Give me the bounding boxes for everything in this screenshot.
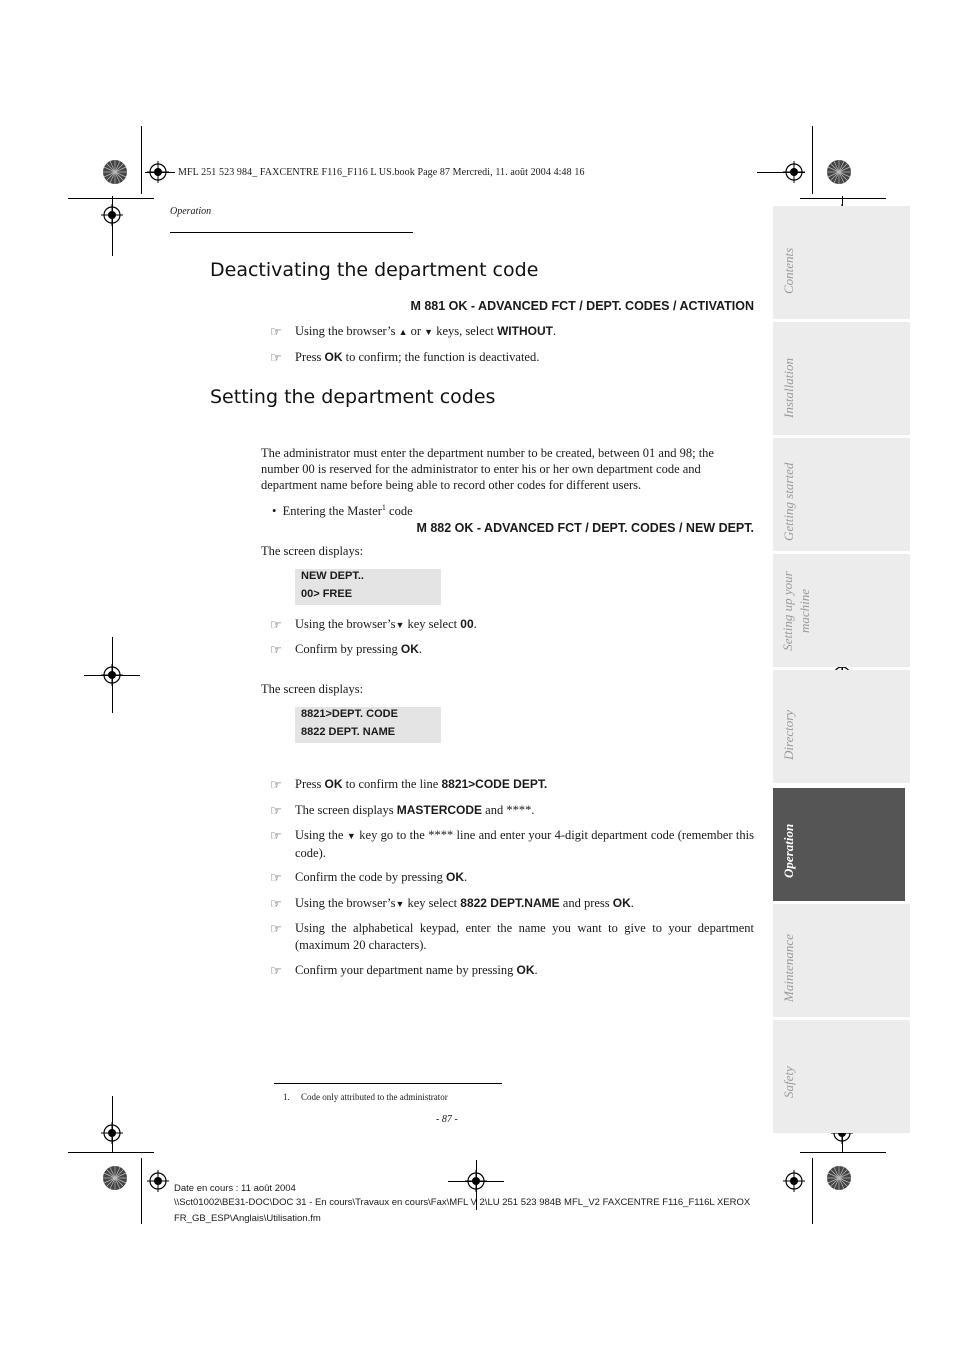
tab-getting-started[interactable]: Getting started: [773, 438, 910, 551]
tab-operation[interactable]: Operation: [773, 788, 905, 901]
tab-directory[interactable]: Directory: [773, 670, 910, 783]
footer-metadata: Date en cours : 11 août 2004 \\Sct01002\BE31-DOC\DOC 31 - En cours\Travaux en cours\Fax\MFL V 2\LU 251 523 984B MFL_V2 FAXCENTRE F116_F116L XEROX FR_GB_ESP\Anglais\Utilisation.fm: [174, 1183, 751, 1224]
step-4: ☞ Confirm the code by pressing OK.: [270, 870, 468, 885]
step-5: ☞ Using the browser’s▼ key select 8822 DEPT.NAME and press OK.: [270, 896, 634, 911]
step-confirm-ok: ☞ Confirm by pressing OK.: [270, 642, 423, 657]
key-without: WITHOUT: [496, 324, 553, 338]
color-rosette-icon: [102, 1165, 128, 1191]
registration-mark-icon: [783, 1170, 805, 1192]
pointing-hand-icon: ☞: [270, 896, 282, 911]
step-2: ☞ The screen displays MASTERCODE and ****.: [270, 803, 535, 818]
lcd-line-2: 00> FREE: [301, 588, 353, 600]
pointing-hand-icon: ☞: [270, 870, 282, 885]
page-number: - 87 -: [436, 1114, 458, 1125]
intro-paragraph: The administrator must enter the department number to be created, between 01 and 98; the number 00 is reserved for the administrator to enter his or her own department code and department name before being able to record other codes for different users.: [261, 446, 714, 492]
pointing-hand-icon: ☞: [270, 803, 282, 818]
pointing-hand-icon: ☞: [270, 828, 282, 843]
pointing-hand-icon: ☞: [270, 777, 282, 792]
registration-mark-icon: [101, 204, 123, 226]
menu-path-881: M 881 OK - ADVANCED FCT / DEPT. CODES / ACTIVATION: [410, 299, 754, 313]
down-arrow-icon: ▼: [395, 620, 405, 630]
tab-contents[interactable]: Contents: [773, 206, 910, 319]
down-arrow-icon: ▼: [346, 831, 356, 841]
down-arrow-icon: ▼: [395, 899, 405, 909]
lcd-display-2: [295, 707, 441, 743]
section-title-setting: Setting the department codes: [210, 386, 496, 408]
registration-mark-icon: [147, 1170, 169, 1192]
key-00: 00: [460, 617, 474, 631]
tab-installation[interactable]: Installation: [773, 322, 910, 435]
tab-safety[interactable]: Safety: [773, 1020, 910, 1133]
key-ok: OK: [400, 642, 419, 656]
pointing-hand-icon: ☞: [270, 324, 282, 339]
step-1: ☞ Press OK to confirm the line 8821>CODE DEPT.: [270, 777, 548, 792]
lcd-line-2: 8822 DEPT. NAME: [301, 726, 396, 738]
pointing-hand-icon: ☞: [270, 617, 282, 632]
footnote-rule: [274, 1083, 502, 1084]
lcd-line-1: 8821>DEPT. CODE: [301, 708, 398, 720]
key-ok: OK: [324, 350, 343, 364]
color-rosette-icon: [826, 159, 852, 185]
step-3: ☞ Using the ▼ key go to the **** line and enter your 4-digit department code (remember this code).: [270, 828, 754, 860]
footnote: 1. Code only attributed to the administrator: [283, 1092, 448, 1102]
lcd-display-1: [295, 569, 441, 605]
menu-path-882: M 882 OK - ADVANCED FCT / DEPT. CODES / NEW DEPT.: [416, 521, 754, 535]
step-select-00: ☞ Using the browser’s▼ key select 00.: [270, 617, 477, 632]
registration-mark-icon: [147, 161, 169, 183]
master-code-bullet: • Entering the Master$^1$ code: [272, 503, 413, 519]
screen-displays-label-2: The screen displays:: [261, 682, 364, 696]
color-rosette-icon: [826, 1165, 852, 1191]
step-select-without: ☞ Using the browser’s ▲ or ▼ keys, select WITHOUT.: [270, 324, 557, 339]
down-arrow-icon: ▼: [424, 327, 434, 337]
pointing-hand-icon: ☞: [270, 963, 282, 978]
pointing-hand-icon: ☞: [270, 642, 282, 657]
header-rule: [170, 232, 413, 233]
screen-displays-label-1: The screen displays:: [261, 544, 364, 558]
lcd-line-1: NEW DEPT..: [301, 570, 364, 582]
running-head: Operation: [170, 206, 212, 217]
pointing-hand-icon: ☞: [270, 350, 282, 365]
section-title-deactivating: Deactivating the department code: [210, 259, 539, 281]
tab-maintenance[interactable]: Maintenance: [773, 904, 910, 1017]
step-7: ☞ Confirm your department name by pressing OK.: [270, 963, 538, 978]
registration-mark-icon: [101, 1122, 123, 1144]
step-press-ok: ☞ Press OK to confirm; the function is deactivated.: [270, 350, 540, 365]
step-6: ☞ Using the alphabetical keypad, enter the name you want to give to your department (maximum 20 characters).: [270, 921, 754, 952]
pointing-hand-icon: ☞: [270, 921, 282, 936]
up-arrow-icon: ▲: [398, 327, 408, 337]
color-rosette-icon: [102, 159, 128, 185]
registration-mark-icon: [783, 161, 805, 183]
tab-setting-up[interactable]: Setting up your machine: [773, 554, 910, 667]
registration-mark-icon: [101, 664, 123, 686]
print-header-line: MFL 251 523 984_ FAXCENTRE F116_F116 L US.book Page 87 Mercredi, 11. août 2004 4:48 16: [178, 167, 585, 178]
